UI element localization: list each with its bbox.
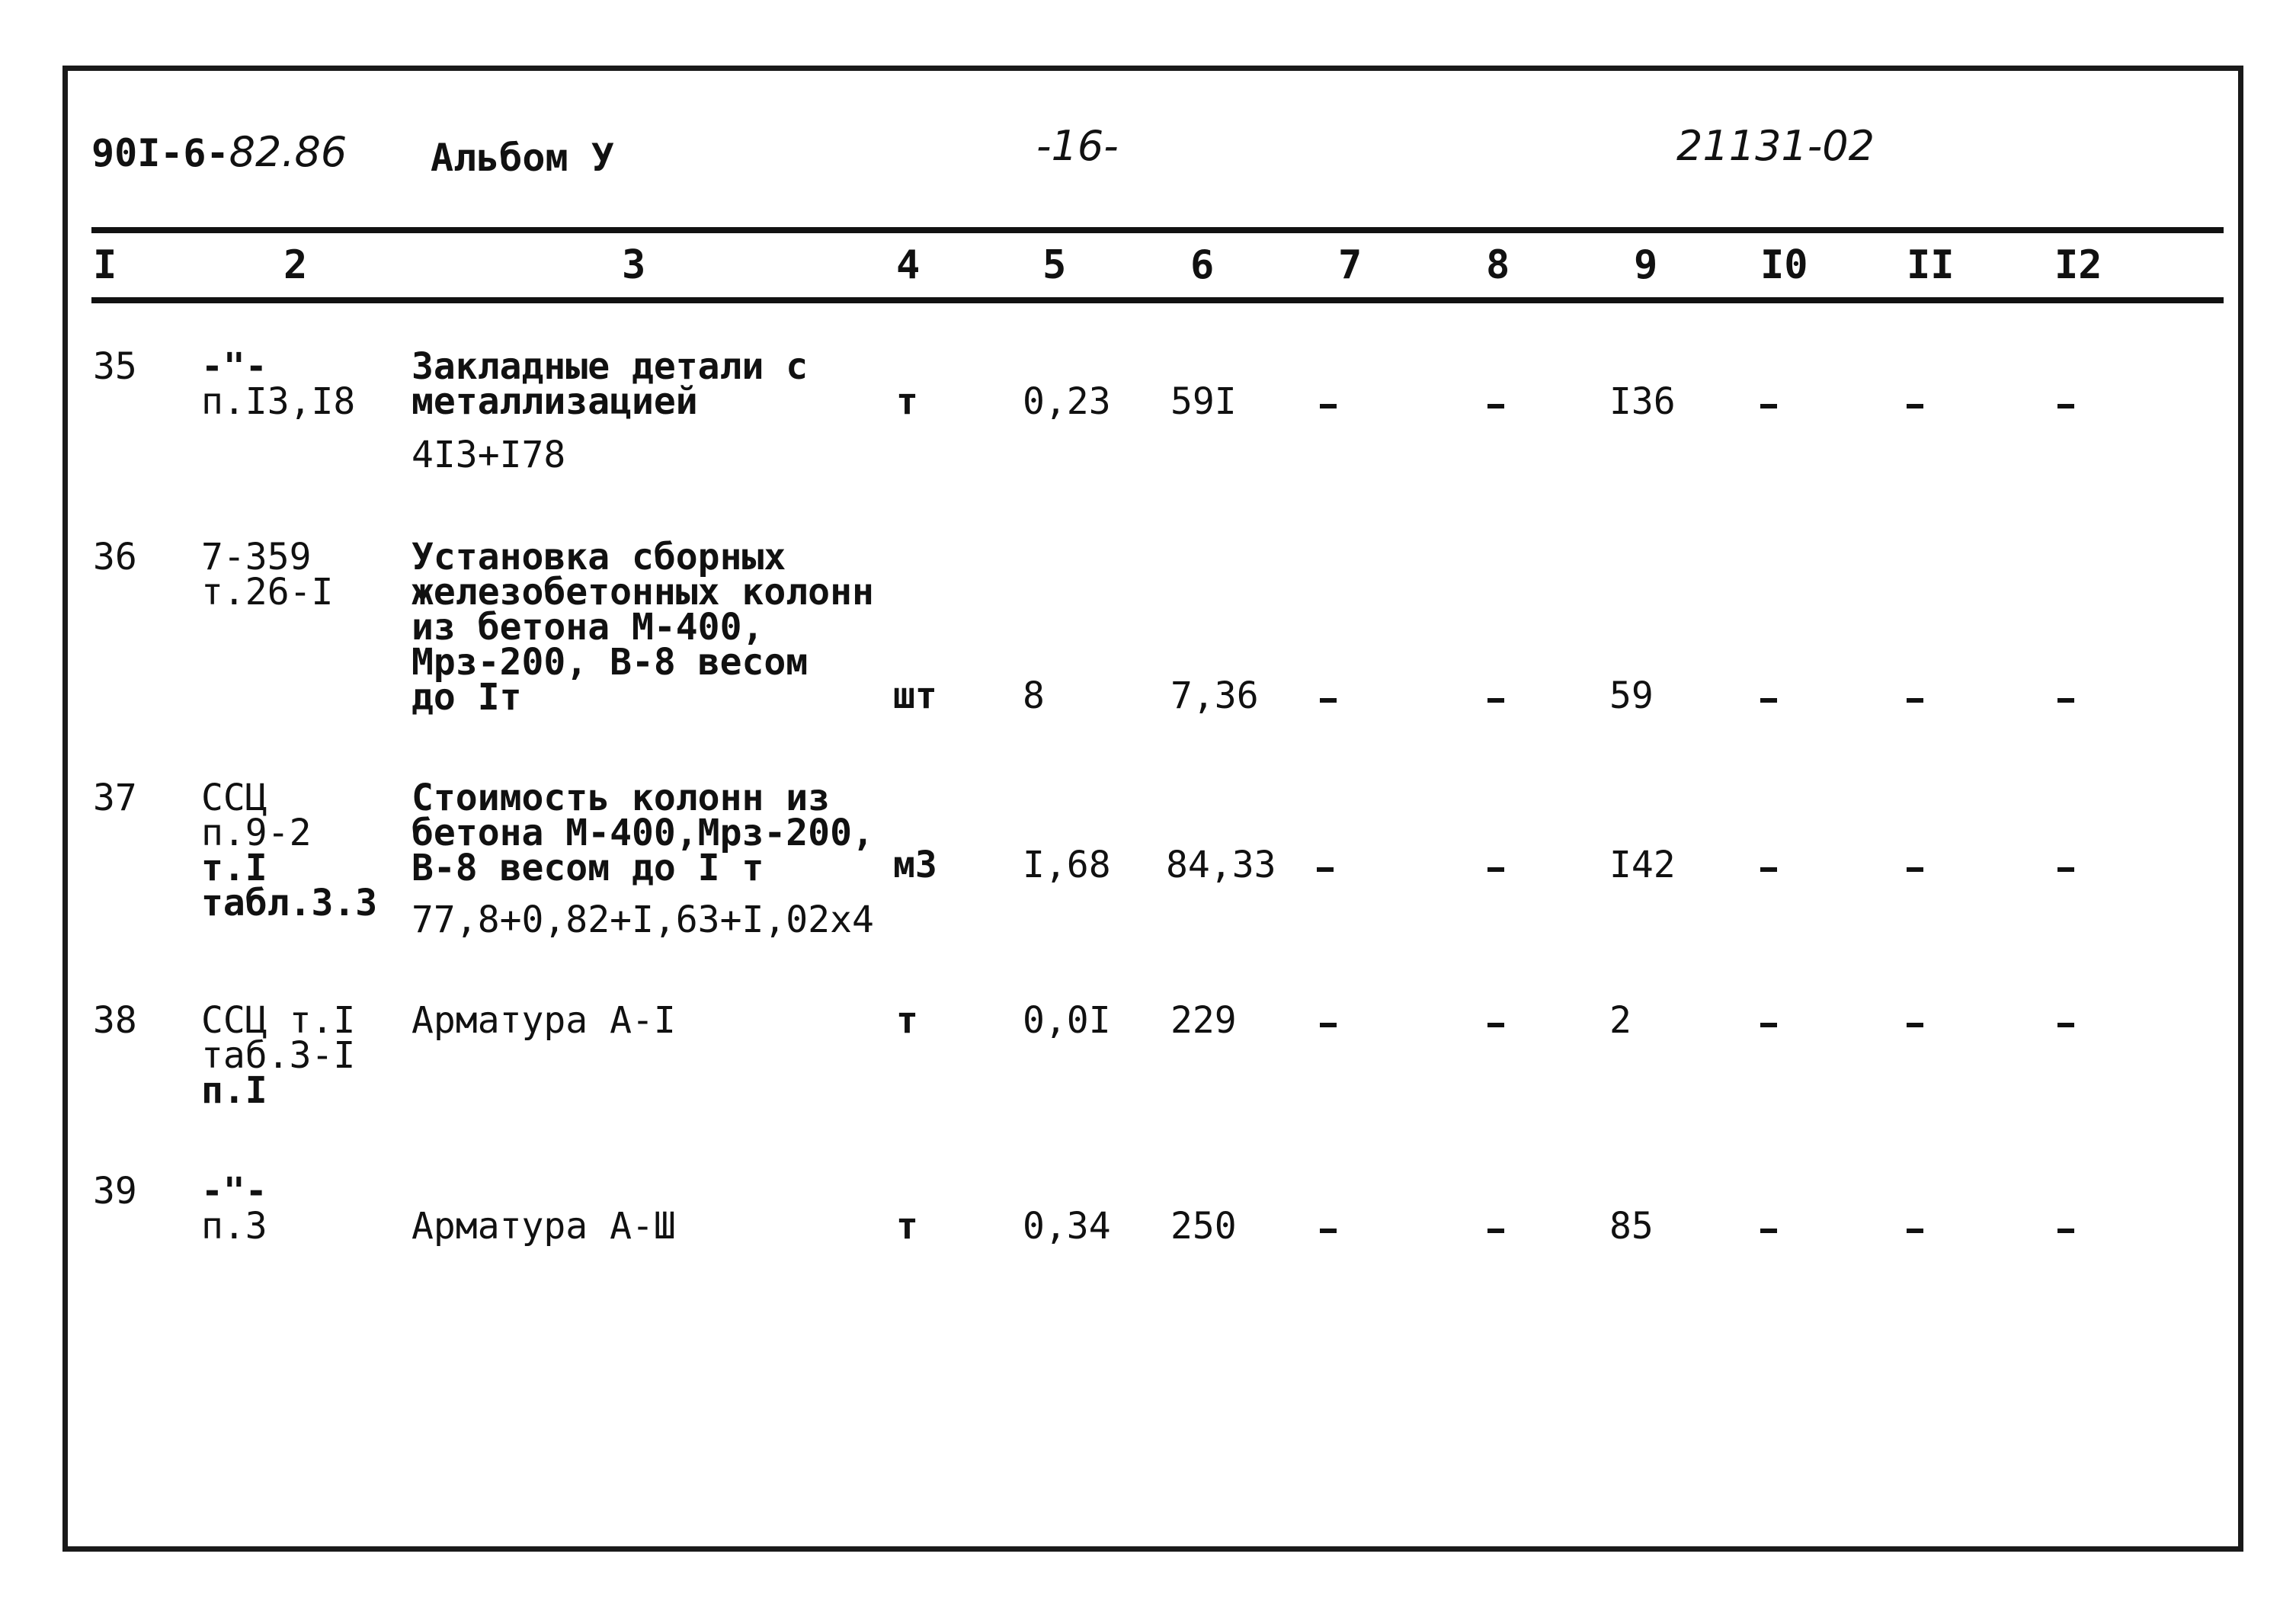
col11-dash: [1907, 1023, 1923, 1027]
col8-dash: [1487, 404, 1504, 408]
column-header-11: II: [1907, 242, 1955, 288]
unit: т: [896, 1205, 918, 1248]
norm-reference: ССЦ т.I таб.3-I п.I: [201, 999, 356, 1112]
col12-dash: [2057, 1229, 2074, 1233]
norm-reference: -"- п.I3,I8: [201, 345, 356, 423]
col8-dash: [1487, 867, 1504, 872]
row-number: 35: [93, 345, 137, 388]
column-header-9: 9: [1634, 242, 1658, 288]
norm-reference: -"- п.3: [201, 1170, 267, 1248]
column-header-6: 6: [1190, 242, 1215, 288]
row-number: 37: [93, 777, 137, 819]
col7-dash: [1320, 404, 1337, 408]
norm-reference: 7-359 т.26-I: [201, 536, 334, 613]
col10-dash: [1760, 698, 1777, 703]
col8-dash: [1487, 698, 1504, 703]
unit-price: 250: [1170, 1205, 1237, 1248]
col8-dash: [1487, 1023, 1504, 1027]
total-cost: I36: [1609, 380, 1676, 423]
unit-price: 7,36: [1170, 674, 1259, 717]
total-cost: I42: [1609, 844, 1676, 886]
quantity: 0,34: [1023, 1205, 1111, 1248]
col11-dash: [1907, 867, 1923, 872]
column-header-7: 7: [1338, 242, 1363, 288]
unit: т: [896, 380, 918, 423]
unit-price: 59I: [1170, 380, 1237, 423]
column-header-5: 5: [1042, 242, 1067, 288]
col12-dash: [2057, 698, 2074, 703]
quantity: 0,0I: [1023, 999, 1111, 1042]
work-description: Установка сборных железобетонных колонн из бетона М-400, Мрз-200, В-8 весом до Iт: [411, 536, 874, 719]
quantity: I,68: [1023, 844, 1111, 886]
unit: т: [896, 999, 918, 1042]
col8-dash: [1487, 1229, 1504, 1233]
row-number: 36: [93, 536, 137, 578]
work-description: Стоимость колонн из бетона М-400,Мрз-200, В-8 весом до I т: [411, 777, 874, 889]
header-bottom-rule: [91, 297, 2224, 303]
col7-dash: [1317, 867, 1334, 872]
doc-code-handwritten: 82.86: [229, 128, 347, 176]
quantity: 0,23: [1023, 380, 1111, 423]
work-description: Арматура А-Ш: [411, 1205, 676, 1248]
unit: шт: [893, 674, 937, 717]
norm-reference: ССЦ п.9-2 т.I табл.3.3: [201, 777, 378, 924]
work-description: Закладные детали с металлизацией: [411, 345, 809, 423]
quantity: 8: [1023, 674, 1045, 717]
unit-price: 229: [1170, 999, 1237, 1042]
unit-price: 84,33: [1166, 844, 1276, 886]
doc-code-printed: 90I-6-: [91, 131, 229, 175]
calculation-note: 4I3+I78: [411, 434, 566, 476]
col7-dash: [1320, 698, 1337, 703]
col11-dash: [1907, 698, 1923, 703]
col10-dash: [1760, 1023, 1777, 1027]
column-header-1: I: [93, 242, 117, 288]
column-header-2: 2: [283, 242, 308, 288]
document-frame: [62, 66, 2243, 1552]
column-header-10: I0: [1760, 242, 1808, 288]
page-number: -16-: [1036, 122, 1119, 170]
col12-dash: [2057, 867, 2074, 872]
column-header-3: 3: [622, 242, 646, 288]
col10-dash: [1760, 1229, 1777, 1233]
doc-number: 21131-02: [1676, 122, 1875, 170]
doc-code: [91, 128, 347, 176]
col7-dash: [1320, 1023, 1337, 1027]
work-description: Арматура А-I: [411, 999, 676, 1042]
column-header-4: 4: [896, 242, 921, 288]
col11-dash: [1907, 1229, 1923, 1233]
col11-dash: [1907, 404, 1923, 408]
column-header-8: 8: [1486, 242, 1510, 288]
total-cost: 85: [1609, 1205, 1654, 1248]
row-number: 39: [93, 1170, 137, 1213]
col10-dash: [1760, 404, 1777, 408]
col10-dash: [1760, 867, 1777, 872]
unit: м3: [893, 844, 937, 886]
col7-dash: [1320, 1229, 1337, 1233]
col12-dash: [2057, 404, 2074, 408]
column-header-12: I2: [2054, 242, 2102, 288]
header-top-rule: [91, 227, 2224, 233]
total-cost: 2: [1609, 999, 1632, 1042]
total-cost: 59: [1609, 674, 1654, 717]
col12-dash: [2057, 1023, 2074, 1027]
row-number: 38: [93, 999, 137, 1042]
calculation-note: 77,8+0,82+I,63+I,02х4: [411, 899, 874, 941]
album-label: Альбом У: [431, 136, 614, 180]
